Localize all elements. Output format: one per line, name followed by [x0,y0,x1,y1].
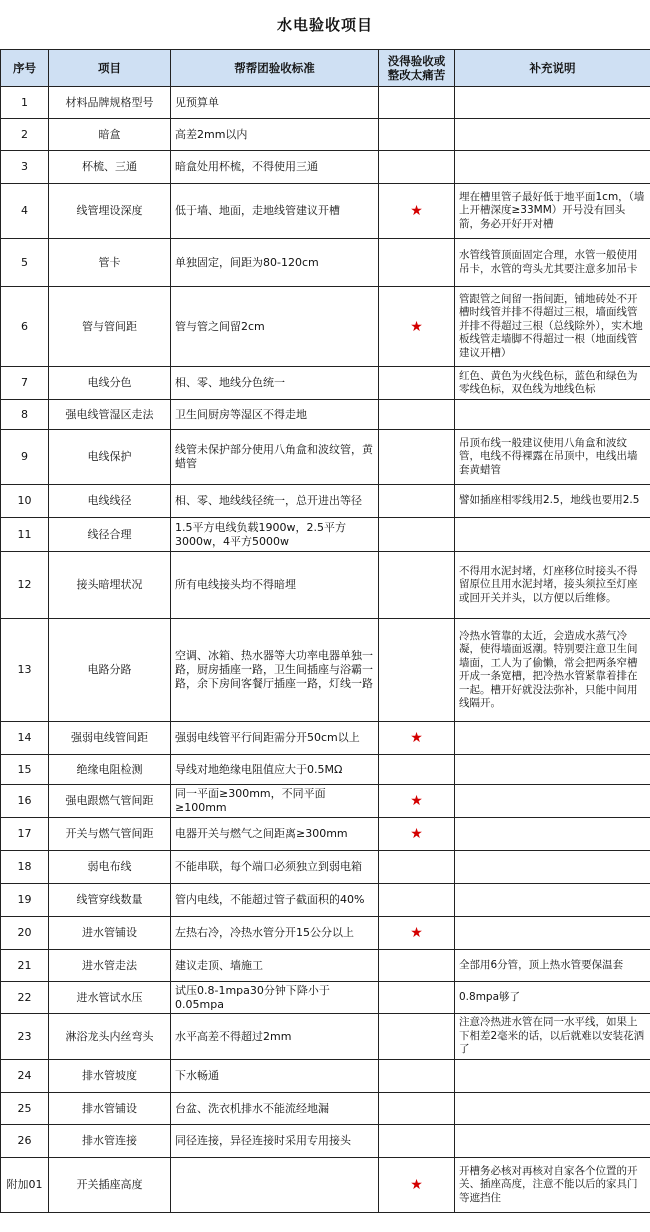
table-row [1,287,650,367]
row-standard: 线管未保护部分使用八角盒和波纹管，黄蜡管 [171,430,379,485]
row-standard: 台盆、洗衣机排水不能流经地漏 [171,1093,379,1125]
row-notes: 开槽务必核对再核对自家各个位置的开关、插座高度，注意不能以后的家具门等遮挡住 [455,1158,650,1213]
row-number: 3 [1,151,49,184]
row-item: 排水管坡度 [49,1060,171,1093]
row-notes: 注意冷热进水管在同一水平线，如果上下相差2毫米的话，以后就难以安装花洒了 [455,1014,650,1060]
header-pain-flag: 没得验收或整改太痛苦 [379,50,455,87]
table-row [1,430,650,485]
row-number: 17 [1,818,49,851]
row-item: 电线保护 [49,430,171,485]
row-star-flag [379,239,455,287]
star-icon: ★ [379,917,455,950]
row-number: 26 [1,1125,49,1158]
row-standard: 卫生间厨房等湿区不得走地 [171,400,379,430]
row-standard: 强弱电线管平行间距需分开50cm以上 [171,722,379,755]
row-number: 18 [1,851,49,884]
row-standard: 试压0.8-1mpa30分钟下降小于0.05mpa [171,982,379,1014]
table-row [1,367,650,400]
row-item: 强弱电线管间距 [49,722,171,755]
header-notes: 补充说明 [455,50,650,87]
row-number: 15 [1,755,49,785]
row-star-flag [379,619,455,722]
row-star-flag [379,151,455,184]
row-star-flag [379,367,455,400]
row-item: 进水管铺设 [49,917,171,950]
table-row [1,982,650,1014]
row-item: 暗盒 [49,119,171,151]
row-number: 9 [1,430,49,485]
inspection-table [0,49,650,1213]
table-row [1,1060,650,1093]
row-item: 线径合理 [49,518,171,552]
row-star-flag [379,1014,455,1060]
row-notes [455,151,650,184]
row-standard: 相、零、地线分色统一 [171,367,379,400]
row-notes [455,400,650,430]
row-standard: 所有电线接头均不得暗埋 [171,552,379,619]
table-row [1,785,650,818]
row-number: 19 [1,884,49,917]
table-row [1,239,650,287]
table-row [1,950,650,982]
row-star-flag [379,950,455,982]
row-star-flag [379,1093,455,1125]
table-row [1,552,650,619]
row-number: 16 [1,785,49,818]
row-standard: 1.5平方电线负载1900w，2.5平方3000w，4平方5000w [171,518,379,552]
row-notes: 吊顶布线一般建议使用八角盒和波纹管，电线不得裸露在吊顶中，电线出墙套黄蜡管 [455,430,650,485]
table-row [1,485,650,518]
row-number: 10 [1,485,49,518]
row-notes: 譬如插座相零线用2.5，地线也要用2.5 [455,485,650,518]
row-item: 管与管间距 [49,287,171,367]
table-row [1,119,650,151]
row-number: 7 [1,367,49,400]
row-star-flag [379,518,455,552]
row-star-flag [379,87,455,119]
row-item: 线管埋设深度 [49,184,171,239]
row-number: 11 [1,518,49,552]
row-notes [455,1125,650,1158]
row-item: 电路分路 [49,619,171,722]
row-standard: 管与管之间留2cm [171,287,379,367]
row-item: 接头暗埋状况 [49,552,171,619]
row-number: 6 [1,287,49,367]
row-standard: 电器开关与燃气之间距离≥300mm [171,818,379,851]
row-star-flag [379,400,455,430]
row-notes: 埋在槽里管子最好低于地平面1cm，（墙上开槽深度≥33MM）开号没有回头箭，务必开好开对槽 [455,184,650,239]
row-item: 强电跟燃气管间距 [49,785,171,818]
row-standard: 导线对地绝缘电阻值应大于0.5MΩ [171,755,379,785]
row-number: 25 [1,1093,49,1125]
table-row [1,818,650,851]
table-row [1,1014,650,1060]
row-item: 淋浴龙头内丝弯头 [49,1014,171,1060]
row-star-flag [379,119,455,151]
table-row [1,400,650,430]
row-standard: 相、零、地线线径统一，总开进出等径 [171,485,379,518]
row-item: 绝缘电阻检测 [49,755,171,785]
row-standard: 见预算单 [171,87,379,119]
row-notes [455,1060,650,1093]
row-star-flag [379,552,455,619]
row-notes [455,785,650,818]
row-star-flag [379,1125,455,1158]
header-row [1,50,650,87]
row-standard: 水平高差不得超过2mm [171,1014,379,1060]
row-number: 5 [1,239,49,287]
row-standard [171,1158,379,1213]
row-standard: 不能串联，每个端口必须独立到弱电箱 [171,851,379,884]
row-notes [455,917,650,950]
row-number: 22 [1,982,49,1014]
row-standard: 低于墙、地面，走地线管建议开槽 [171,184,379,239]
row-notes [455,518,650,552]
row-star-flag [379,982,455,1014]
table-row [1,184,650,239]
row-item: 开关与燃气管间距 [49,818,171,851]
star-icon: ★ [379,287,455,367]
table-row [1,518,650,552]
table-row [1,917,650,950]
row-item: 开关插座高度 [49,1158,171,1213]
row-item: 材料品牌规格型号 [49,87,171,119]
table-row [1,151,650,184]
row-standard: 高差2mm以内 [171,119,379,151]
row-notes: 管跟管之间留一指间距，铺地砖处不开槽时线管并排不得超过三根，墙面线管并排不得超过三根（总线除外），实木地板线管走墙脚不得超过一根（地面线管建议开槽） [455,287,650,367]
table-row [1,619,650,722]
row-notes [455,884,650,917]
star-icon: ★ [379,785,455,818]
row-notes [455,119,650,151]
row-number: 2 [1,119,49,151]
row-item: 电线分色 [49,367,171,400]
row-item: 排水管铺设 [49,1093,171,1125]
row-notes: 水管线管顶面固定合理，水管一般使用吊卡，水管的弯头尤其要注意多加吊卡 [455,239,650,287]
row-notes: 冷热水管靠的太近，会造成水蒸气冷凝，使得墙面返潮。特别要注意卫生间墙面，工人为了偷懒，常会把两条窄槽开成一条宽槽，把冷热水管紧靠着排在一起。槽开好就没法弥补，只能中间用线隔开。 [455,619,650,722]
row-standard: 空调、冰箱、热水器等大功率电器单独一路，厨房插座一路，卫生间插座与浴霸一路，余下房间客餐厅插座一路，灯线一路 [171,619,379,722]
star-icon: ★ [379,1158,455,1213]
row-item: 进水管试水压 [49,982,171,1014]
row-number: 4 [1,184,49,239]
row-notes: 全部用6分管，顶上热水管要保温套 [455,950,650,982]
table-row [1,1158,650,1213]
row-number: 20 [1,917,49,950]
row-star-flag [379,755,455,785]
row-star-flag [379,884,455,917]
row-standard: 下水畅通 [171,1060,379,1093]
row-number: 21 [1,950,49,982]
table-row [1,851,650,884]
row-number: 8 [1,400,49,430]
table-row [1,755,650,785]
row-notes: 0.8mpa够了 [455,982,650,1014]
row-number: 13 [1,619,49,722]
row-notes: 红色、黄色为火线色标，蓝色和绿色为零线色标，双色线为地线色标 [455,367,650,400]
row-notes [455,1093,650,1125]
row-number: 24 [1,1060,49,1093]
row-notes: 不得用水泥封堵，灯座移位时接头不得留原位且用水泥封堵，接头须拉至灯座或回开关并头，以方便以后维修。 [455,552,650,619]
row-notes [455,87,650,119]
table-row [1,1093,650,1125]
row-star-flag [379,1060,455,1093]
row-standard: 暗盒处用杯梳，不得使用三通 [171,151,379,184]
row-number: 12 [1,552,49,619]
header-item: 项目 [49,50,171,87]
header-standard: 帮帮团验收标准 [171,50,379,87]
row-standard: 建议走顶、墙施工 [171,950,379,982]
row-star-flag [379,430,455,485]
row-standard: 单独固定，间距为80-120cm [171,239,379,287]
table-body [1,87,650,1213]
star-icon: ★ [379,184,455,239]
row-notes [455,722,650,755]
row-standard: 同径连接，异径连接时采用专用接头 [171,1125,379,1158]
row-star-flag [379,485,455,518]
row-number: 14 [1,722,49,755]
row-item: 弱电布线 [49,851,171,884]
star-icon: ★ [379,722,455,755]
page-title: 水电验收项目 [276,16,373,34]
row-item: 排水管连接 [49,1125,171,1158]
row-item: 进水管走法 [49,950,171,982]
row-item: 强电线管湿区走法 [49,400,171,430]
row-notes [455,818,650,851]
table-row [1,722,650,755]
row-number: 23 [1,1014,49,1060]
header-no: 序号 [1,50,49,87]
row-notes [455,755,650,785]
row-item: 线管穿线数量 [49,884,171,917]
table-row [1,87,650,119]
row-notes [455,851,650,884]
row-item: 电线线径 [49,485,171,518]
row-standard: 左热右冷，冷热水管分开15公分以上 [171,917,379,950]
row-item: 杯梳、三通 [49,151,171,184]
row-star-flag [379,851,455,884]
row-standard: 管内电线，不能超过管子截面积的40% [171,884,379,917]
row-number: 1 [1,87,49,119]
row-number: 附加01 [1,1158,49,1213]
row-item: 管卡 [49,239,171,287]
star-icon: ★ [379,818,455,851]
row-standard: 同一平面≥300mm，不同平面≥100mm [171,785,379,818]
table-row [1,1125,650,1158]
table-row [1,884,650,917]
